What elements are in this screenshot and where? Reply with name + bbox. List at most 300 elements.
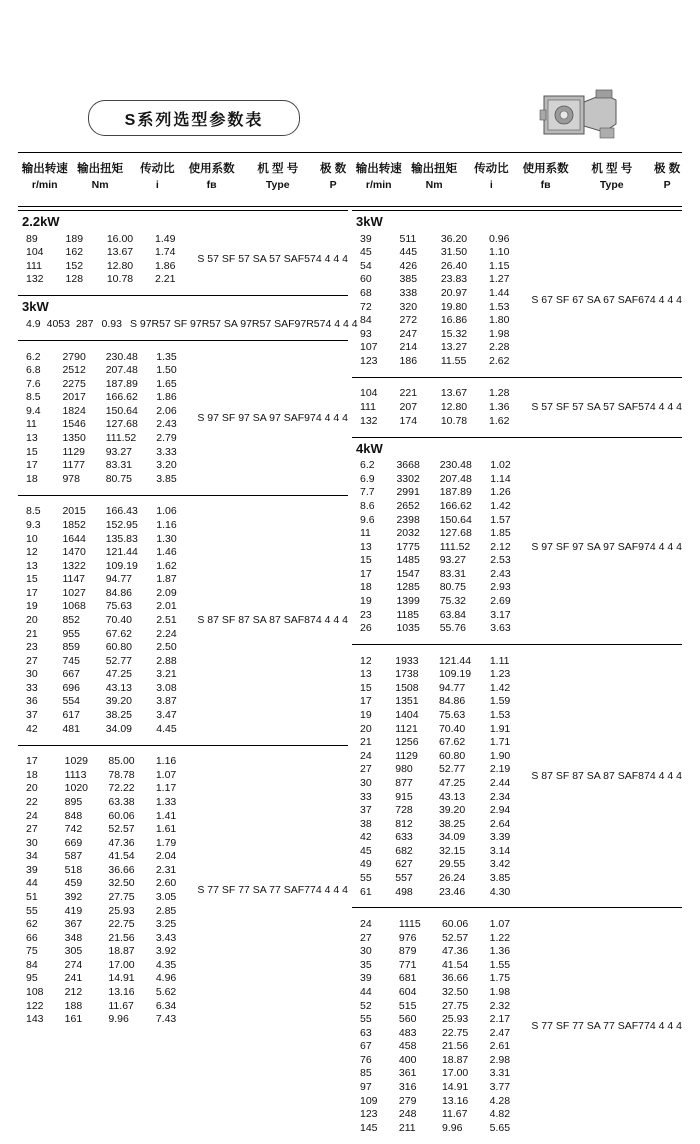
cell-output-speed: 34 — [26, 850, 38, 863]
cell-output-speed: 8.5 — [26, 505, 41, 518]
cell-service-factor: 1.42 — [489, 681, 511, 694]
cell-output-speed: 97 — [360, 1081, 372, 1094]
cell-ratio: 207.48 — [105, 364, 138, 377]
cell-service-factor: 2.60 — [155, 877, 177, 890]
cell-torque: 2652 — [396, 499, 420, 512]
cell-ratio: 38.25 — [438, 817, 466, 830]
cell-service-factor: 3.63 — [490, 622, 511, 635]
header-sub-cell-left-1: Nm — [91, 179, 109, 191]
cell-ratio: 230.48 — [105, 350, 138, 363]
cell-service-factor: 1.14 — [490, 472, 511, 485]
cell-service-factor: 2.69 — [490, 594, 511, 607]
cell-torque: 879 — [398, 945, 417, 958]
power-section-title: 4kW — [356, 440, 383, 456]
cell-output-speed: 4.9 — [26, 318, 41, 330]
cell-service-factor: 1.86 — [155, 259, 176, 272]
cell-ratio: 13.16 — [108, 986, 135, 999]
table-row — [18, 505, 348, 519]
cell-torque: 745 — [62, 654, 80, 667]
cell-output-speed: 17 — [26, 755, 38, 768]
cell-output-speed: 76 — [360, 1053, 372, 1066]
cell-torque: 1322 — [62, 559, 86, 572]
header-sub-cell-left-2: i — [155, 179, 159, 191]
cell-model-type: S 57 SF 57 SA 57 SAF57 — [531, 401, 650, 414]
cell-ratio: 135.83 — [105, 532, 138, 545]
cell-output-speed: 38 — [360, 817, 372, 830]
header-sub-cell-left-4: Type — [265, 179, 290, 191]
cell-output-speed: 61 — [360, 885, 372, 898]
cell-output-speed: 33 — [26, 681, 38, 694]
param-group — [352, 917, 682, 1134]
header-sub-cell-right-1: Nm — [425, 179, 443, 191]
cell-service-factor: 2.31 — [155, 863, 177, 876]
cell-torque: 320 — [399, 300, 418, 313]
cell-service-factor: 1.22 — [489, 931, 511, 944]
cell-service-factor: 2.44 — [489, 776, 511, 789]
cell-service-factor: 3.39 — [489, 831, 511, 844]
cell-output-speed: 66 — [26, 931, 38, 944]
cell-torque: 728 — [395, 804, 413, 817]
cell-service-factor: 3.87 — [156, 695, 177, 708]
cell-output-speed: 27 — [360, 763, 372, 776]
cell-service-factor: 1.27 — [489, 273, 510, 286]
cell-ratio: 152.95 — [105, 518, 138, 531]
cell-service-factor: 2.94 — [489, 804, 511, 817]
cell-torque: 241 — [64, 972, 83, 985]
cell-output-speed: 21 — [360, 736, 372, 749]
cell-service-factor: 2.43 — [490, 567, 511, 580]
cell-service-factor: 1.11 — [489, 654, 510, 667]
cell-ratio: 22.75 — [441, 1026, 469, 1039]
power-section-title: 3kW — [356, 214, 383, 229]
cell-ratio: 75.32 — [439, 594, 466, 607]
cell-service-factor: 3.05 — [155, 890, 177, 903]
cell-output-speed: 19 — [26, 600, 38, 613]
cell-service-factor: 2.21 — [155, 273, 176, 286]
cell-service-factor: 4.82 — [489, 1108, 511, 1121]
cell-service-factor: 1.16 — [155, 755, 177, 768]
cell-ratio: 111.52 — [439, 540, 471, 553]
cell-model-type: S 77 SF 77 SA 77 SAF77 — [531, 1019, 650, 1032]
cell-output-speed: 45 — [360, 844, 372, 857]
cell-ratio: 21.56 — [441, 1040, 469, 1053]
cell-torque: 152 — [65, 259, 84, 272]
cell-service-factor: 1.71 — [489, 736, 511, 749]
cell-ratio: 127.68 — [105, 418, 138, 431]
cell-ratio: 55.76 — [439, 622, 466, 635]
cell-ratio: 207.48 — [439, 472, 472, 485]
cell-service-factor: 3.33 — [156, 445, 177, 458]
cell-ratio: 20.97 — [440, 287, 468, 299]
cell-torque: 1147 — [62, 573, 86, 586]
cell-service-factor: 3.08 — [156, 681, 177, 694]
cell-service-factor: 5.62 — [155, 986, 177, 999]
cell-ratio: 63.38 — [108, 795, 135, 808]
cell-output-speed: 104 — [26, 246, 44, 259]
cell-ratio: 84.86 — [105, 586, 132, 599]
cell-ratio: 287 — [75, 318, 94, 330]
cell-ratio: 93.27 — [439, 554, 466, 567]
cell-torque: 812 — [395, 817, 413, 830]
cell-service-factor: 1.30 — [156, 532, 177, 545]
cell-service-factor: 1.07 — [155, 768, 177, 781]
cell-service-factor: 3.31 — [489, 1067, 511, 1080]
cell-ratio: 166.62 — [105, 391, 138, 404]
cell-ratio: 150.64 — [439, 513, 472, 526]
cell-service-factor: 3.43 — [155, 931, 177, 944]
cell-output-speed: 37 — [360, 804, 372, 817]
cell-torque: 1399 — [396, 594, 420, 607]
cell-output-speed: 44 — [360, 986, 372, 999]
cell-torque: 214 — [399, 341, 418, 354]
cell-output-speed: 75 — [26, 945, 38, 958]
cell-service-factor: 4.30 — [489, 885, 511, 898]
cell-torque: 1933 — [395, 654, 419, 667]
cell-output-speed: 22 — [26, 795, 38, 808]
cell-ratio: 27.75 — [108, 890, 135, 903]
cell-output-speed: 8.5 — [26, 391, 41, 404]
param-group — [18, 317, 358, 331]
param-group — [352, 654, 682, 898]
cell-ratio: 13.67 — [106, 246, 134, 259]
cell-torque: 1508 — [395, 681, 419, 694]
cell-service-factor: 1.85 — [490, 527, 511, 540]
cell-service-factor: 2.61 — [489, 1040, 511, 1053]
cell-ratio: 12.80 — [440, 401, 468, 414]
cell-service-factor: 1.62 — [489, 414, 510, 427]
cell-service-factor: 1.46 — [156, 546, 177, 559]
cell-ratio: 47.36 — [108, 836, 135, 849]
cell-ratio: 43.13 — [105, 681, 132, 694]
cell-ratio: 17.00 — [108, 958, 135, 971]
cell-ratio: 52.77 — [105, 654, 132, 667]
cell-service-factor: 3.21 — [156, 668, 177, 681]
header-cell-right-1: 输出扭矩 — [411, 163, 458, 175]
cell-torque: 1285 — [396, 581, 420, 594]
cell-torque: 316 — [398, 1081, 417, 1094]
cell-ratio: 47.25 — [105, 668, 132, 681]
cell-service-factor: 2.24 — [156, 627, 177, 640]
cell-output-speed: 85 — [360, 1067, 372, 1080]
cell-service-factor: 1.53 — [489, 709, 511, 722]
cell-service-factor: 1.59 — [489, 695, 511, 708]
table-row — [352, 232, 682, 246]
cell-ratio: 16.00 — [106, 232, 134, 245]
cell-torque: 174 — [399, 414, 418, 427]
cell-service-factor: 1.26 — [490, 486, 511, 499]
cell-torque: 211 — [398, 1121, 416, 1134]
cell-torque: 1256 — [395, 736, 419, 749]
cell-service-factor: 1.80 — [489, 314, 510, 327]
cell-service-factor: 2.53 — [490, 554, 511, 567]
cell-torque: 617 — [62, 709, 80, 722]
cell-ratio: 14.91 — [441, 1081, 469, 1094]
cell-ratio: 36.66 — [108, 863, 135, 876]
cell-ratio: 9.96 — [108, 1013, 129, 1026]
cell-ratio: 18.87 — [441, 1053, 469, 1066]
cell-torque: 1121 — [395, 722, 418, 735]
param-group — [352, 387, 682, 428]
cell-output-speed: 63 — [360, 1026, 372, 1039]
cell-torque: 1775 — [396, 540, 420, 553]
cell-ratio: 13.16 — [441, 1094, 469, 1107]
cell-ratio: 17.00 — [441, 1067, 469, 1080]
cell-output-speed: 15 — [360, 554, 372, 567]
cell-output-speed: 122 — [26, 999, 44, 1012]
cell-service-factor: 1.49 — [155, 232, 176, 245]
cell-torque: 1177 — [62, 459, 86, 472]
cell-service-factor: 1.87 — [156, 573, 177, 586]
cell-torque: 633 — [395, 831, 413, 844]
cell-output-speed: 60 — [360, 273, 372, 286]
cell-model-type: S 97 SF 97 SA 97 SAF97 — [197, 411, 316, 424]
cell-ratio: 31.50 — [440, 246, 468, 259]
cell-output-speed: 30 — [26, 668, 38, 681]
cell-output-speed: 30 — [360, 945, 372, 958]
cell-output-speed: 35 — [360, 958, 372, 971]
cell-output-speed: 20 — [26, 613, 38, 626]
cell-poles: 4 4 4 4 — [649, 293, 682, 306]
cell-output-speed: 13 — [360, 540, 372, 553]
cell-torque: 627 — [395, 858, 413, 871]
cell-service-factor: 2.12 — [490, 540, 511, 553]
header-sub-cell-right-3: fв — [540, 179, 551, 191]
header-sub-cell-left-0: r/min — [31, 179, 58, 191]
cell-service-factor: 2.62 — [489, 354, 510, 367]
cell-output-speed: 17 — [360, 567, 372, 580]
cell-torque: 212 — [64, 986, 83, 999]
cell-service-factor: 1.98 — [489, 986, 511, 999]
cell-torque: 3302 — [396, 472, 420, 485]
cell-ratio: 60.06 — [108, 809, 135, 822]
cell-output-speed: 55 — [360, 1013, 372, 1026]
cell-torque: 557 — [395, 871, 413, 884]
cell-service-factor: 1.07 — [489, 918, 511, 931]
cell-service-factor: 1.65 — [156, 377, 177, 390]
cell-ratio: 70.40 — [438, 722, 466, 735]
header-cell-right-5: 极 数 — [654, 163, 681, 175]
cell-torque: 955 — [62, 627, 80, 640]
cell-torque: 1644 — [62, 532, 86, 545]
cell-ratio: 84.86 — [438, 695, 466, 708]
cell-output-speed: 55 — [360, 871, 372, 884]
cell-torque: 2512 — [62, 364, 86, 377]
cell-torque: 367 — [64, 918, 83, 931]
cell-torque: 1185 — [396, 608, 420, 621]
cell-ratio: 25.93 — [441, 1013, 469, 1026]
table-row — [18, 232, 348, 246]
cell-ratio: 83.31 — [105, 459, 132, 472]
cell-ratio: 83.31 — [439, 567, 466, 580]
cell-service-factor: 1.17 — [155, 782, 177, 795]
cell-output-speed: 13 — [360, 668, 372, 681]
cell-service-factor: 1.90 — [489, 749, 511, 762]
cell-torque: 1485 — [396, 554, 420, 567]
cell-output-speed: 9.4 — [26, 404, 41, 417]
cell-output-speed: 54 — [360, 259, 372, 272]
cell-service-factor: 1.06 — [156, 505, 177, 518]
cell-output-speed: 19 — [360, 594, 372, 607]
cell-ratio: 150.64 — [105, 404, 138, 417]
cell-service-factor: 2.51 — [156, 613, 177, 626]
cell-output-speed: 15 — [26, 573, 38, 586]
cell-output-speed: 104 — [360, 387, 378, 400]
cell-service-factor: 3.14 — [489, 844, 511, 857]
cell-output-speed: 30 — [26, 836, 38, 849]
cell-torque: 128 — [65, 273, 84, 286]
cell-model-type: S 57 SF 57 SA 57 SAF57 — [197, 253, 316, 266]
cell-ratio: 14.91 — [108, 972, 135, 985]
cell-torque: 852 — [62, 613, 80, 626]
cell-torque: 385 — [399, 273, 418, 286]
header-sub-cell-left-5: P — [329, 179, 337, 191]
cell-torque: 162 — [65, 246, 84, 259]
cell-torque: 274 — [64, 958, 83, 971]
cell-ratio: 32.50 — [441, 986, 469, 999]
cell-output-speed: 24 — [360, 918, 372, 931]
cell-ratio: 67.62 — [105, 627, 132, 640]
cell-torque: 560 — [398, 1013, 417, 1026]
power-section-title: 3kW — [22, 299, 49, 315]
cell-torque: 1129 — [62, 445, 86, 458]
cell-ratio: 39.20 — [438, 804, 466, 817]
cell-output-speed: 42 — [360, 831, 372, 844]
header-cell-left-2: 传动比 — [140, 163, 175, 175]
cell-service-factor: 2.19 — [489, 763, 511, 776]
cell-torque: 978 — [62, 472, 80, 485]
cell-output-speed: 8.6 — [360, 499, 375, 512]
cell-model-type: S 87 SF 87 SA 87 SAF87 — [197, 613, 316, 626]
cell-torque: 2991 — [396, 486, 420, 499]
header-cell-right-3: 使用系数 — [522, 163, 569, 175]
cell-torque: 682 — [395, 844, 413, 857]
cell-ratio: 18.87 — [108, 945, 135, 958]
cell-torque: 279 — [398, 1094, 417, 1107]
cell-service-factor: 1.35 — [156, 350, 177, 363]
cell-torque: 338 — [399, 287, 418, 299]
cell-torque: 458 — [398, 1040, 417, 1053]
cell-torque: 515 — [398, 999, 417, 1012]
cell-ratio: 36.66 — [441, 972, 469, 985]
cell-output-speed: 39 — [360, 232, 372, 245]
cell-torque: 1027 — [62, 586, 86, 599]
cell-ratio: 93.27 — [105, 445, 132, 458]
cell-ratio: 11.67 — [108, 999, 134, 1012]
cell-output-speed: 18 — [360, 581, 372, 594]
cell-ratio: 52.57 — [441, 931, 469, 944]
param-group — [18, 232, 348, 286]
cell-ratio: 63.84 — [439, 608, 466, 621]
cell-ratio: 41.54 — [108, 850, 135, 863]
cell-torque: 1035 — [396, 622, 420, 635]
cell-ratio: 70.40 — [105, 613, 132, 626]
cell-service-factor: 1.61 — [155, 823, 177, 836]
cell-ratio: 72.22 — [108, 782, 135, 795]
cell-output-speed: 20 — [360, 722, 372, 735]
cell-output-speed: 109 — [360, 1094, 378, 1107]
cell-ratio: 16.86 — [440, 314, 468, 327]
cell-output-speed: 37 — [26, 709, 38, 722]
cell-service-factor: 4.96 — [155, 972, 177, 985]
cell-output-speed: 107 — [360, 341, 378, 354]
cell-torque: 400 — [398, 1053, 417, 1066]
cell-output-speed: 55 — [26, 904, 38, 917]
cell-ratio: 187.89 — [105, 377, 138, 390]
cell-service-factor: 1.44 — [489, 287, 510, 299]
table-row — [352, 917, 682, 931]
param-group — [18, 350, 348, 486]
cell-torque: 272 — [399, 314, 418, 327]
cell-output-speed: 27 — [360, 931, 372, 944]
cell-ratio: 67.62 — [438, 736, 466, 749]
cell-service-factor: 2.43 — [156, 418, 177, 431]
cell-ratio: 187.89 — [439, 486, 472, 499]
cell-torque: 1029 — [64, 755, 89, 768]
cell-service-factor: 1.41 — [155, 809, 177, 822]
cell-ratio: 230.48 — [439, 459, 472, 472]
cell-output-speed: 89 — [26, 232, 38, 245]
cell-service-factor: 1.36 — [489, 945, 511, 958]
cell-torque: 1470 — [62, 546, 86, 559]
cell-service-factor: 2.01 — [156, 600, 177, 613]
cell-torque: 498 — [395, 885, 413, 898]
cell-torque: 2275 — [62, 377, 86, 390]
cell-output-speed: 20 — [26, 782, 38, 795]
cell-service-factor: 6.34 — [155, 999, 177, 1012]
cell-ratio: 27.75 — [441, 999, 469, 1012]
header-sub-cell-right-2: i — [489, 179, 493, 191]
cell-model-type: S 97R57 SF 97R57 SA 97R57 SAF97R57 — [129, 318, 326, 330]
header-cell-left-3: 使用系数 — [188, 163, 235, 175]
cell-torque: 1115 — [398, 918, 421, 931]
cell-ratio: 80.75 — [439, 581, 466, 594]
cell-torque: 1068 — [62, 600, 86, 613]
cell-torque: 604 — [398, 986, 417, 999]
cell-poles: 4 4 4 4 — [649, 401, 682, 414]
cell-ratio: 47.36 — [441, 945, 469, 958]
cell-output-speed: 143 — [26, 1013, 44, 1026]
cell-torque: 681 — [398, 972, 417, 985]
table-row — [352, 387, 682, 401]
cell-service-factor: 1.74 — [155, 246, 176, 259]
cell-ratio: 32.50 — [108, 877, 135, 890]
cell-output-speed: 6.2 — [26, 350, 41, 363]
cell-service-factor: 2.50 — [156, 641, 177, 654]
cell-ratio: 166.43 — [105, 505, 138, 518]
cell-output-speed: 27 — [26, 823, 38, 836]
cell-output-speed: 145 — [360, 1121, 378, 1134]
cell-output-speed: 6.9 — [360, 472, 375, 485]
cell-torque: 348 — [64, 931, 83, 944]
cell-torque: 392 — [64, 890, 83, 903]
cell-ratio: 9.96 — [441, 1121, 463, 1134]
header-cell-right-0: 输出转速 — [355, 163, 402, 175]
cell-torque: 247 — [399, 327, 418, 340]
cell-ratio: 25.93 — [108, 904, 135, 917]
cell-torque: 3668 — [396, 459, 420, 472]
param-group — [18, 505, 348, 736]
cell-torque: 2015 — [62, 505, 86, 518]
cell-torque: 2398 — [396, 513, 420, 526]
header-sub-cell-right-5: P — [663, 179, 671, 191]
cell-output-speed: 111 — [26, 259, 42, 272]
cell-torque: 742 — [64, 823, 83, 836]
cell-ratio: 23.83 — [440, 273, 468, 286]
cell-torque: 481 — [62, 722, 80, 735]
cell-poles: 4 4 4 4 — [315, 253, 348, 266]
cell-ratio: 47.25 — [438, 776, 466, 789]
header-sub-cell-right-4: Type — [599, 179, 624, 191]
